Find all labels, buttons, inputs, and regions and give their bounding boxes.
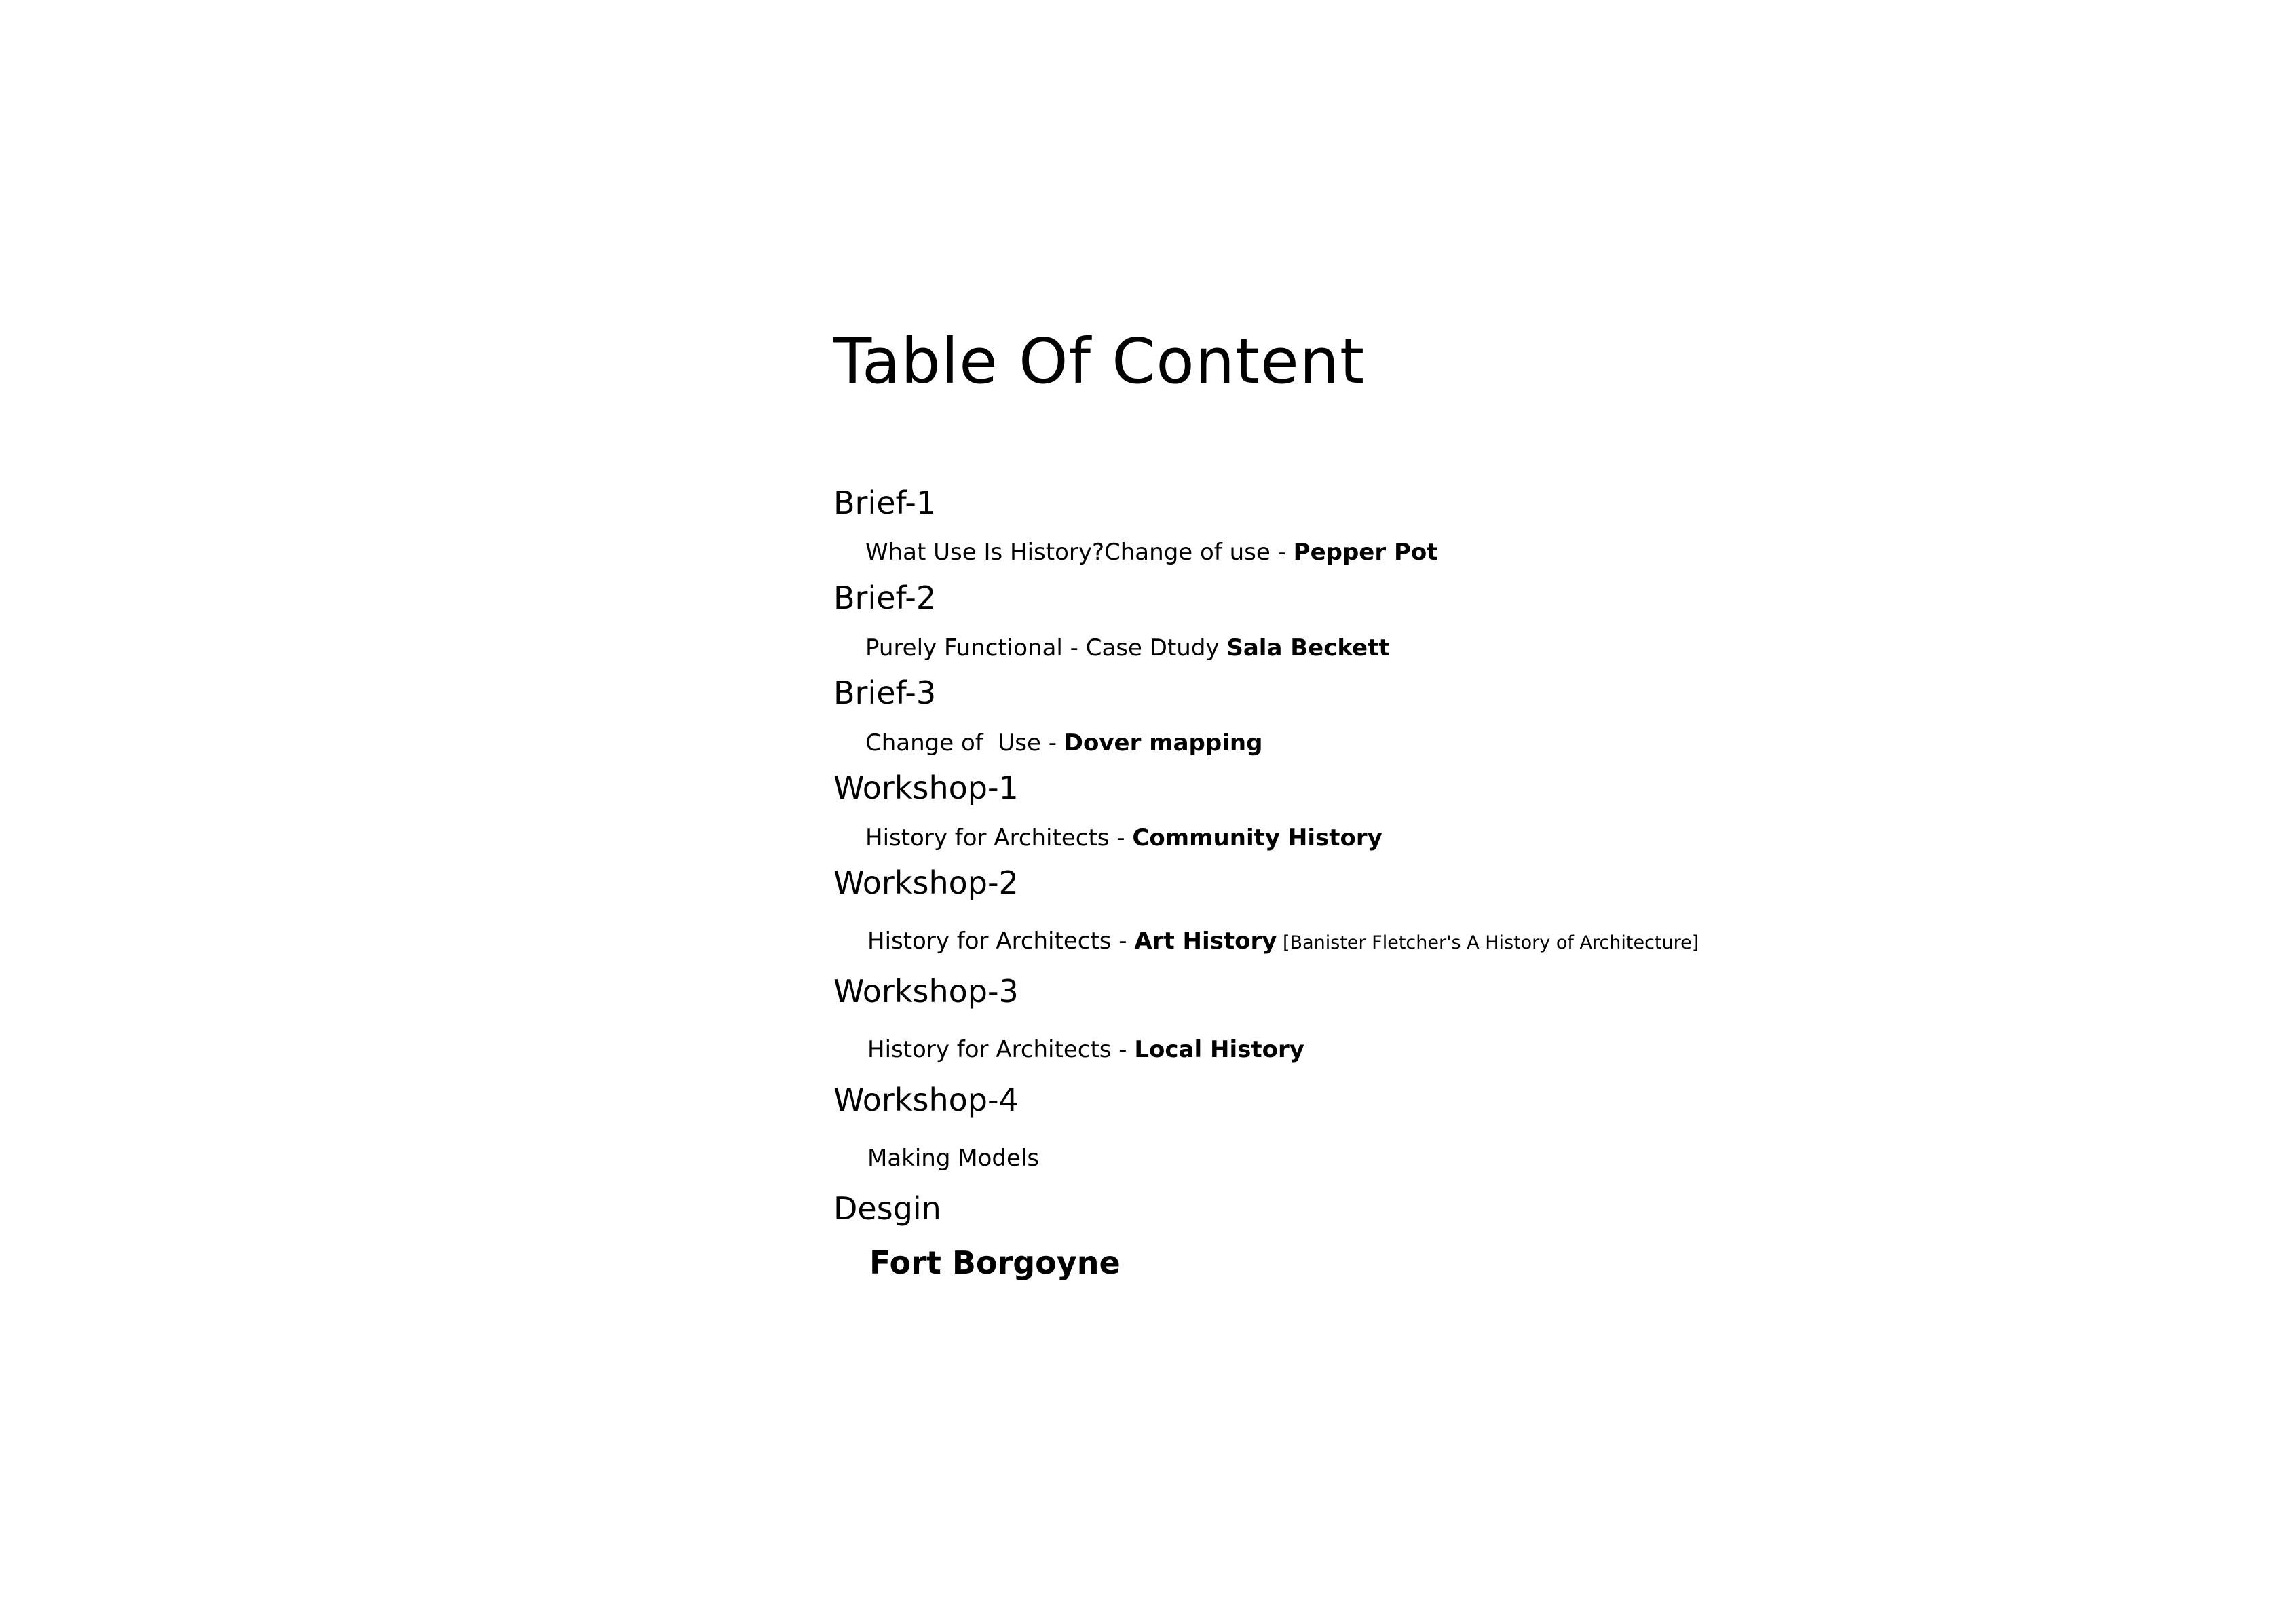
entry-note: [Banister Fletcher's A History of Architecture] bbox=[1277, 932, 1699, 953]
entry-highlight: Dover mapping bbox=[1064, 729, 1263, 757]
entry-highlight: Sala Beckett bbox=[1226, 634, 1390, 662]
entry-highlight: Pepper Pot bbox=[1293, 539, 1438, 566]
section-heading-brief-3: Brief-3 bbox=[833, 674, 937, 711]
page-title: Table Of Content bbox=[833, 325, 1366, 398]
section-entry-brief-3 bbox=[865, 731, 1262, 755]
section-heading-brief-1: Brief-1 bbox=[833, 484, 937, 521]
section-heading-brief-2: Brief-2 bbox=[833, 579, 937, 616]
entry-text: History for Architects - bbox=[867, 1036, 1135, 1063]
entry-text: Change of Use - bbox=[865, 729, 1064, 757]
section-entry-brief-2 bbox=[865, 636, 1390, 660]
section-entry-workshop-2 bbox=[867, 930, 1699, 953]
entry-highlight: Local History bbox=[1134, 1036, 1304, 1063]
section-entry-workshop-1 bbox=[865, 824, 1382, 852]
section-entry-brief-1 bbox=[865, 541, 1438, 564]
section-heading-desgin: Desgin bbox=[833, 1190, 941, 1227]
section-heading-workshop-2: Workshop-2 bbox=[833, 864, 1019, 901]
entry-highlight: Community History bbox=[1132, 824, 1382, 852]
entry-text: History for Architects - bbox=[867, 928, 1135, 955]
entry-text: Purely Functional - Case Dtudy bbox=[865, 634, 1227, 662]
entry-text: What Use Is History?Change of use - bbox=[865, 539, 1294, 566]
section-heading-workshop-3: Workshop-3 bbox=[833, 973, 1019, 1010]
entry-text: History for Architects - bbox=[865, 824, 1133, 852]
section-entry-desgin: Fort Borgoyne bbox=[869, 1244, 1121, 1281]
entry-highlight: Art History bbox=[1134, 928, 1277, 955]
section-heading-workshop-4: Workshop-4 bbox=[833, 1082, 1019, 1118]
entry-text: Making Models bbox=[867, 1145, 1040, 1172]
section-heading-workshop-1: Workshop-1 bbox=[833, 769, 1019, 806]
section-entry-workshop-3 bbox=[867, 1038, 1304, 1061]
section-entry-workshop-4 bbox=[867, 1147, 1039, 1170]
